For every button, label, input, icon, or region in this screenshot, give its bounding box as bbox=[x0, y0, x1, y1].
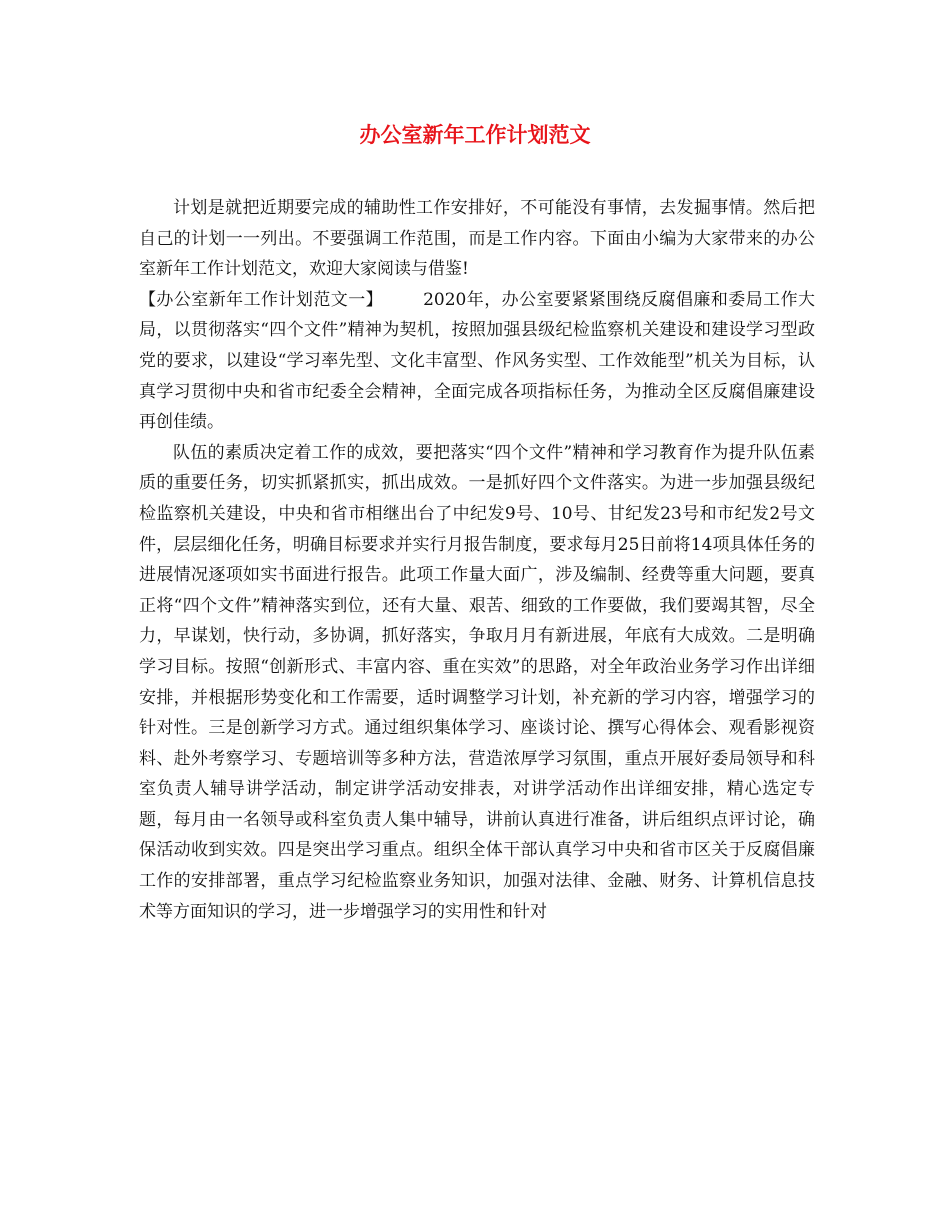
document-title: 办公室新年工作计划范文 bbox=[359, 122, 591, 147]
section-first-paragraph bbox=[139, 285, 815, 438]
intro-paragraph: 计划是就把近期要完成的辅助性工作安排好，不可能没有事情，去发掘事情。然后把自己的计划一一列出。不要强调工作范围，而是工作内容。下面由小编为大家带来的办公室新年工作计划范文，欢迎大家阅读与借鉴! bbox=[139, 198, 815, 280]
section-paragraph-1-text: 2020年，办公室要紧紧围绕反腐倡廉和委局工作大局，以贯彻落实“四个文件”精神为契机，按照加强县级纪检监察机关建设和建设学习型政党的要求，以建设“学习率先型、文化丰富型、作风务实型、工作效能型”机关为目标，认真学习贯彻中央和省市纪委全会精神，全面完成各项指标任务，为推动全区反腐倡廉建设再创佳绩。 bbox=[139, 289, 816, 433]
document-body bbox=[139, 193, 815, 927]
section-paragraph-2: 队伍的素质决定着工作的成效，要把落实“四个文件”精神和学习教育作为提升队伍素质的重要任务，切实抓紧抓实，抓出成效。一是抓好四个文件落实。为进一步加强县级纪检监察机关建设，中央和省市相继出台了中纪发9号、10号、甘纪发23号和市纪发2号文件，层层细化任务，明确目标要求并实行月报告制度，要求每月25日前将14项具体任务的进展情况逐项如实书面进行报告。此项工作量大面广，涉及编制、经费等重大问题，要真正将“四个文件”精神落实到位，还有大量、艰苦、细致的工作要做，我们要竭其智，尽全力，早谋划，快行动，多协调，抓好落实，争取月月有新进展，年底有大成效。二是明确学习目标。按照“创新形式、丰富内容、重在实效”的思路，对全年政治业务学习作出详细安排，并根据形势变化和工作需要，适时调整学习计划，补充新的学习内容，增强学习的针对性。三是创新学习方式。通过组织集体学习、座谈讨论、撰写心得体会、观看影视资料、赴外考察学习、专题培训等多种方法，营造浓厚学习氛围，重点开展好委局领导和科室负责人辅导讲学活动，制定讲学活动安排表，对讲学活动作出详细安排，精心选定专题，每月由一名领导或科室负责人集中辅导，讲前认真进行准备，讲后组织点评讨论，确保活动收到实效。四是突出学习重点。组织全体干部认真学习中央和省市区关于反腐倡廉工作的安排部署，重点学习纪检监察业务知识，加强对法律、金融、财务、计算机信息技术等方面知识的学习，进一步增强学习的实用性和针对 bbox=[139, 442, 815, 922]
section-heading: 【办公室新年工作计划范文一】 bbox=[139, 289, 384, 310]
